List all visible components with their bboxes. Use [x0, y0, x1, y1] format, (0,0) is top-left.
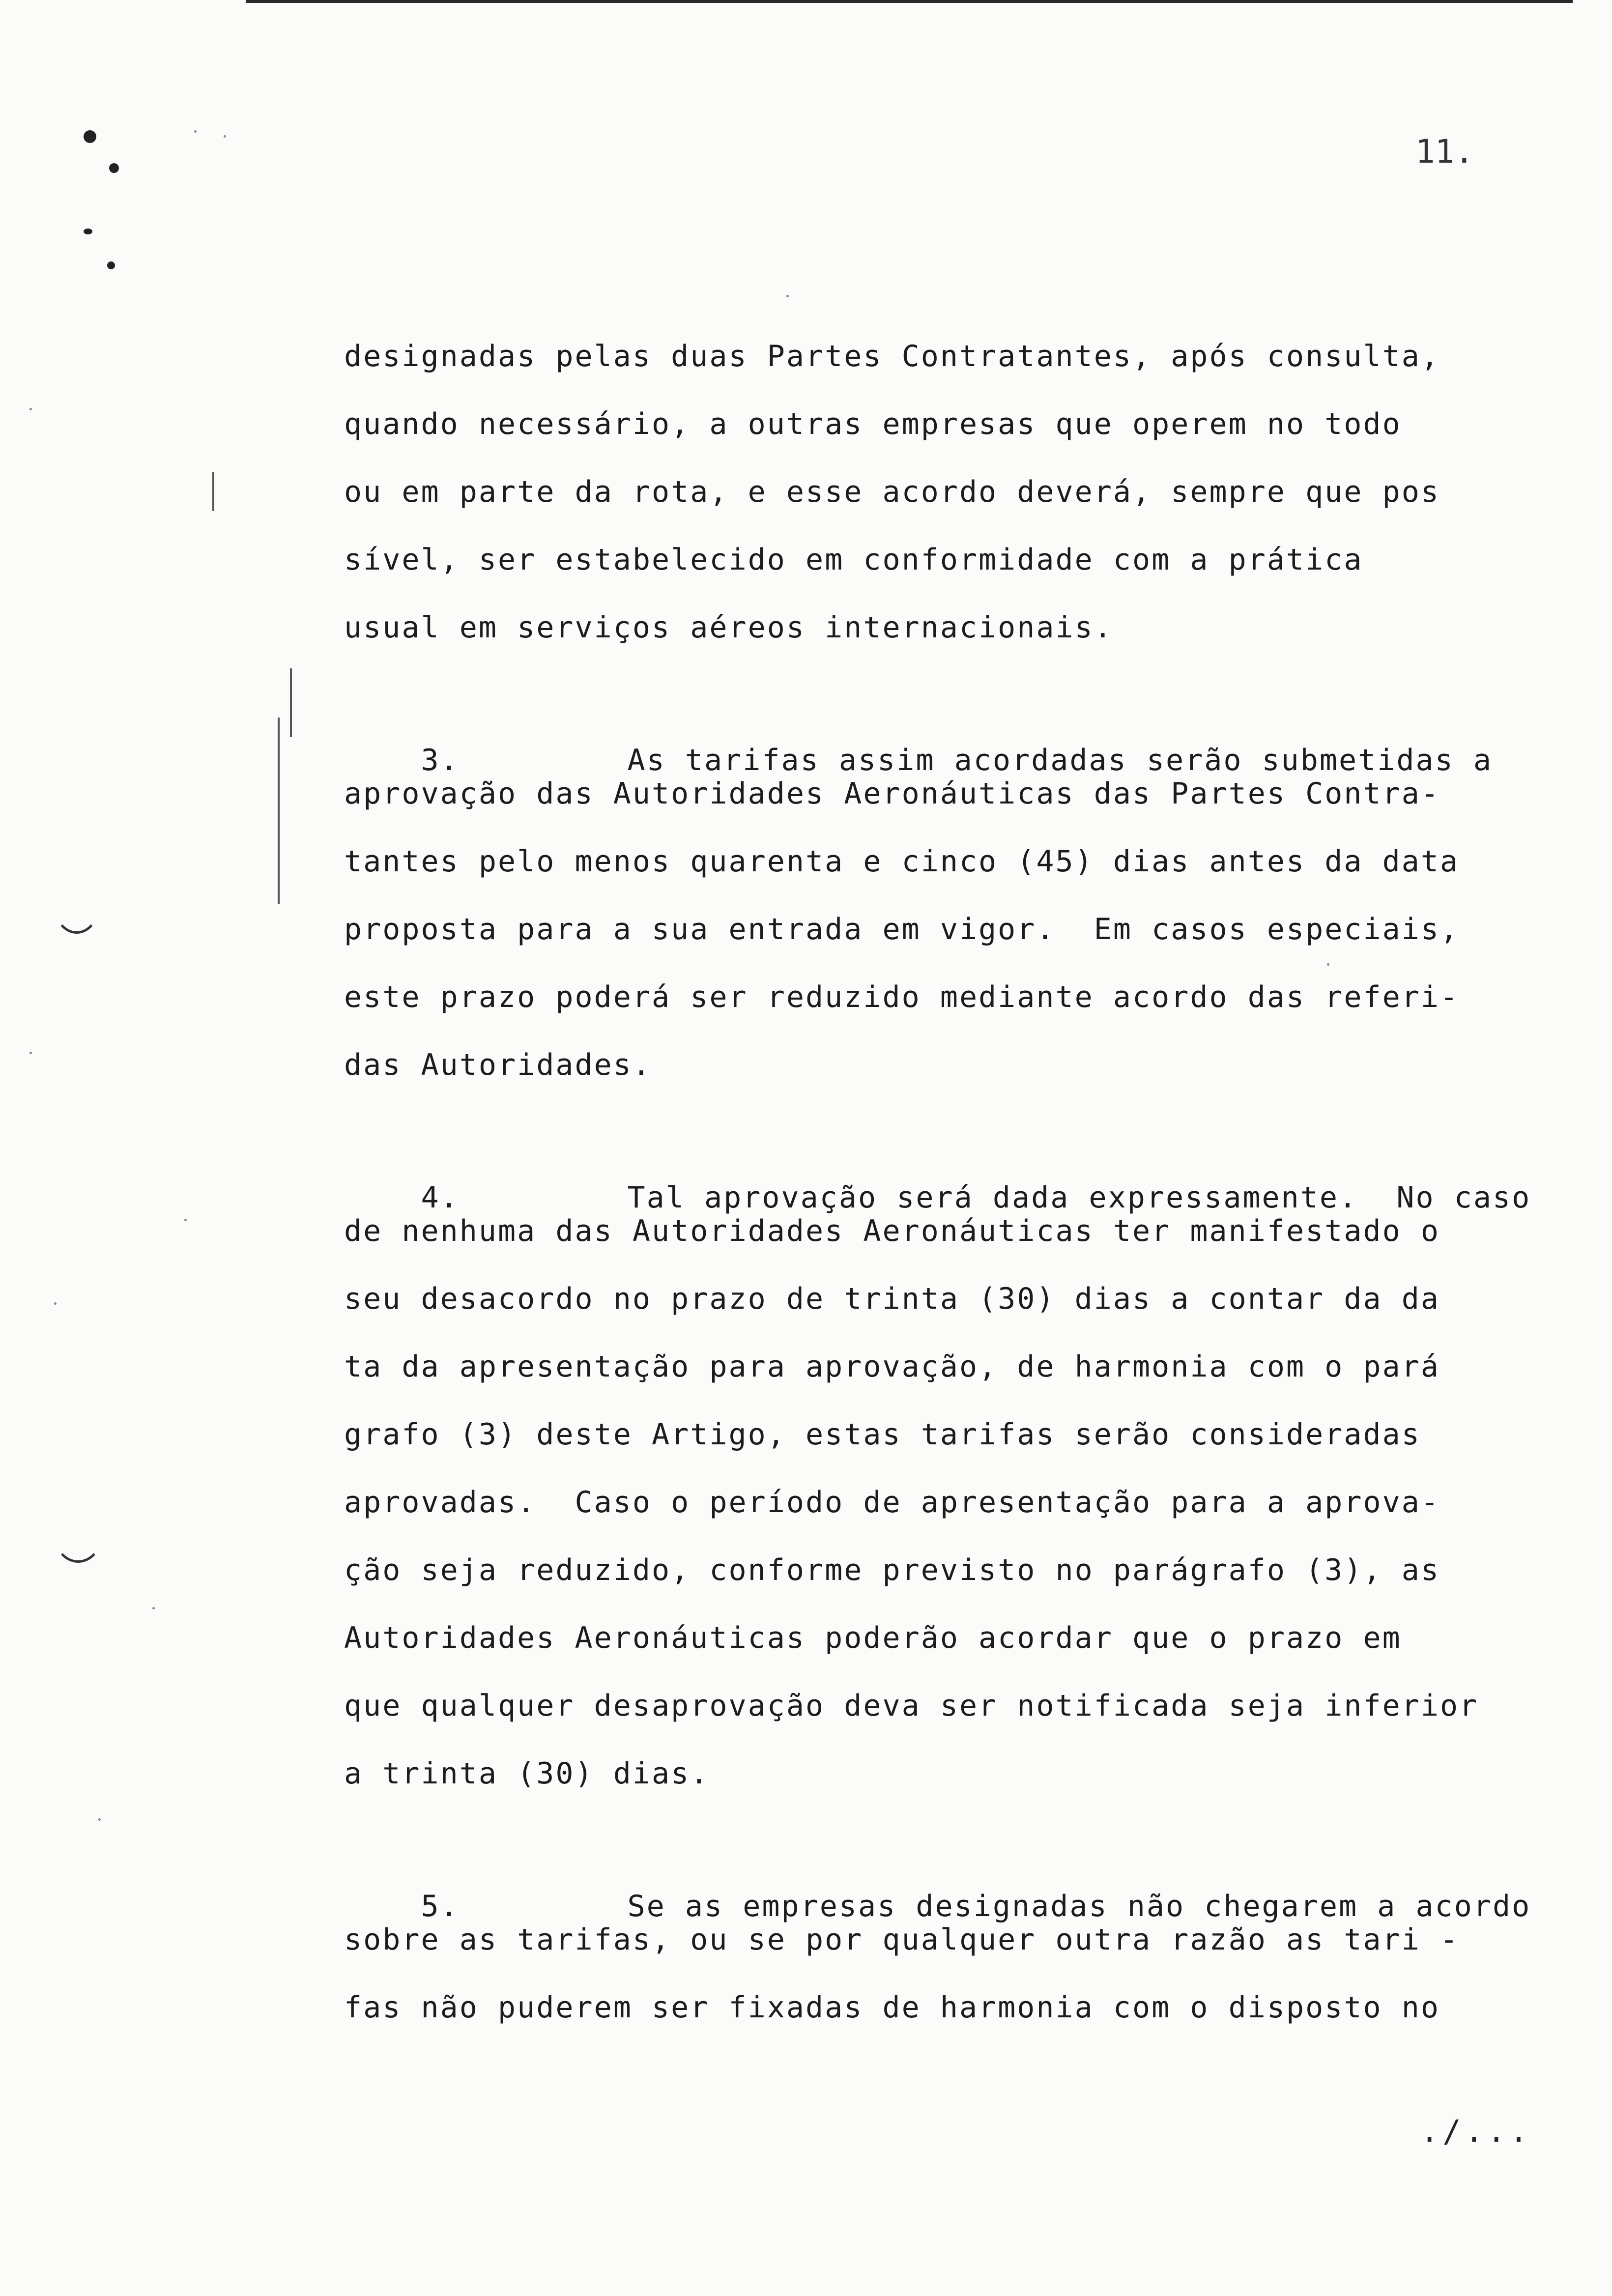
text-line: de nenhuma das Autoridades Aeronáuticas ter manifestado o	[344, 1214, 1440, 1248]
scan-speck	[194, 130, 197, 133]
punch-hole-mark	[84, 229, 92, 234]
paragraph-text: Se as empresas designadas não chegarem a acordo	[627, 1889, 1531, 1923]
punch-hole-mark	[109, 163, 119, 173]
text-line: ta da apresentação para aprovação, de harmonia com o pará	[344, 1349, 1440, 1384]
text-line: Autoridades Aeronáuticas poderão acordar que o prazo em	[344, 1621, 1402, 1655]
text-line: das Autoridades.	[344, 1048, 652, 1082]
paragraph-text: As tarifas assim acordadas serão submetidas a	[627, 743, 1493, 777]
paragraph-text: Tal aprovação será dada expressamente. No caso	[627, 1180, 1531, 1215]
text-line: a trinta (30) dias.	[344, 1756, 710, 1791]
continuation-mark: ./...	[1420, 2113, 1532, 2149]
text-line: sível, ser estabelecido em conformidade com a prática	[344, 543, 1363, 577]
margin-bar	[212, 472, 214, 511]
text-line: fas não puderem ser fixadas de harmonia com o disposto no	[344, 1990, 1440, 2025]
text-line: aprovadas. Caso o período de apresentação para a aprova-	[344, 1485, 1440, 1520]
text-line: designadas pelas duas Partes Contratantes, após consulta,	[344, 339, 1440, 373]
text-line: tantes pelo menos quarenta e cinco (45) dias antes da data	[344, 844, 1460, 879]
paragraph-number: 3.	[421, 743, 460, 777]
scan-speck	[98, 1818, 101, 1821]
text-line: seu desacordo no prazo de trinta (30) dias a contar da da	[344, 1282, 1440, 1316]
scan-speck	[1327, 963, 1329, 966]
page-number: 11.	[1415, 133, 1474, 171]
margin-bar	[290, 668, 292, 737]
text-line: este prazo poderá ser reduzido mediante acordo das referi-	[344, 980, 1460, 1014]
punch-hole-mark	[107, 261, 115, 269]
paragraph-number: 4.	[421, 1180, 460, 1215]
text-line: grafo (3) deste Artigo, estas tarifas serão consideradas	[344, 1417, 1421, 1452]
paragraph-number: 5.	[421, 1889, 460, 1923]
punch-hole-mark	[84, 130, 96, 143]
scan-speck	[29, 408, 32, 410]
scan-speck	[54, 1302, 57, 1305]
text-line: ção seja reduzido, conforme previsto no parágrafo (3), as	[344, 1553, 1440, 1587]
text-line: quando necessário, a outras empresas que operem no todo	[344, 407, 1402, 441]
top-edge-rule	[246, 0, 1573, 3]
margin-bar	[278, 718, 280, 904]
margin-arc-mark	[53, 1504, 103, 1563]
scan-speck	[224, 135, 226, 138]
scan-speck	[29, 1052, 32, 1054]
text-line: proposta para a sua entrada em vigor. Em casos especiais,	[344, 912, 1460, 947]
text-line: usual em serviços aéreos internacionais.	[344, 610, 1113, 645]
margin-arc-mark	[53, 875, 100, 934]
text-line: ou em parte da rota, e esse acordo deverá, sempre que pos	[344, 475, 1440, 509]
text-line: aprovação das Autoridades Aeronáuticas das Partes Contra-	[344, 776, 1440, 811]
scan-speck	[786, 295, 789, 297]
scan-speck	[184, 1219, 187, 1221]
scan-speck	[152, 1607, 155, 1609]
text-line: que qualquer desaprovação deva ser notificada seja inferior	[344, 1689, 1479, 1723]
text-line: sobre as tarifas, ou se por qualquer outra razão as tari -	[344, 1923, 1460, 1957]
